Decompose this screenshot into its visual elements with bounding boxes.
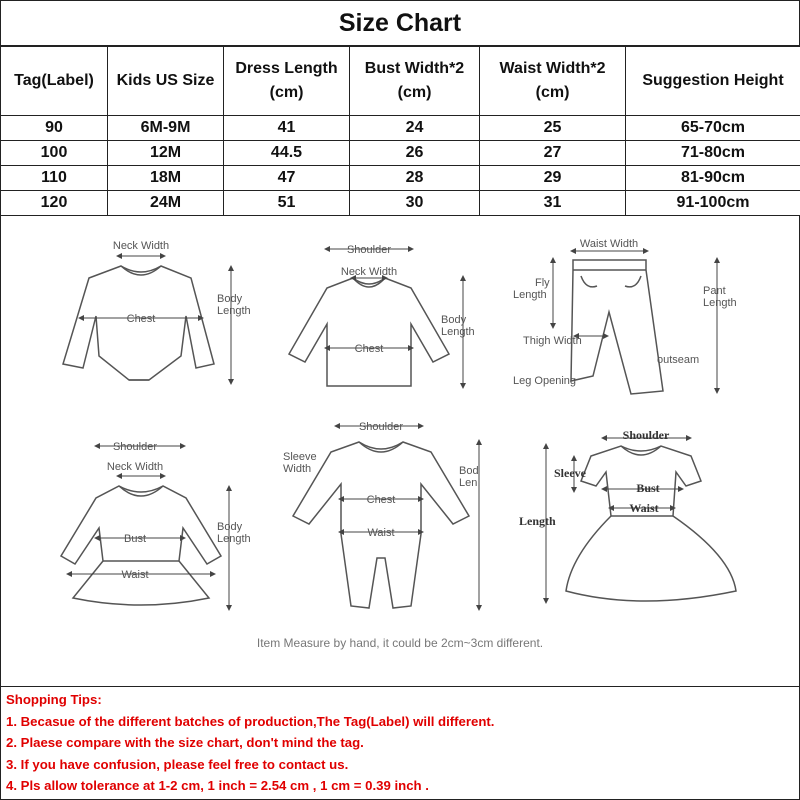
label-chest: Chest	[366, 494, 396, 506]
label-bust: Bust	[123, 533, 147, 545]
tip-item: 1. Becasue of the different batches of production,The Tag(Label) will different.	[6, 713, 495, 729]
label-length: Len	[459, 477, 478, 489]
size-table	[0, 46, 800, 216]
cell: 28	[350, 166, 480, 191]
cell: 24	[350, 116, 480, 141]
cell: 110	[1, 166, 108, 191]
header-waist-width: Waist Width*2 (cm)	[480, 47, 626, 116]
cell: 29	[480, 166, 626, 191]
cell: 100	[1, 141, 108, 166]
garment-diagrams	[1, 216, 799, 686]
cell: 6M-9M	[108, 116, 224, 141]
label-shoulder: Shoulder	[358, 421, 404, 433]
label-length: Length	[519, 514, 556, 528]
cell: 24M	[108, 191, 224, 216]
label-outseam: outseam	[657, 354, 700, 366]
label-chest: Chest	[126, 313, 156, 325]
cell: 12M	[108, 141, 224, 166]
cell: 44.5	[224, 141, 350, 166]
garment-illustrations	[0, 216, 800, 686]
measure-note: Item Measure by hand, it could be 2cm~3cm different.	[256, 636, 544, 650]
label-neck-width: Neck Width	[112, 240, 170, 252]
label-pant: Pant	[703, 285, 726, 297]
cell: 26	[350, 141, 480, 166]
label-shoulder: Shoulder	[112, 441, 158, 453]
label-pant-length: Length	[703, 297, 737, 309]
label-waist: Waist	[367, 527, 395, 539]
label-neck-width: Neck Width	[106, 461, 164, 473]
label-shoulder: Shoulder	[346, 244, 392, 256]
cell: 51	[224, 191, 350, 216]
cell: 91-100cm	[626, 191, 800, 216]
shopping-tips	[0, 686, 800, 800]
tips-heading: Shopping Tips:	[6, 692, 102, 707]
dress2-illustration	[566, 446, 736, 601]
cell: 41	[224, 116, 350, 141]
label-thigh-width: Thigh Width	[523, 335, 582, 347]
header-suggestion-height: Suggestion Height	[626, 47, 800, 116]
label-body: Bod	[459, 465, 479, 477]
header-tag: Tag(Label)	[1, 47, 108, 116]
dress1-illustration	[61, 486, 221, 605]
header-us-size: Kids US Size	[108, 47, 224, 116]
label-length: Length	[441, 326, 475, 338]
cell: 47	[224, 166, 350, 191]
header-bust-width: Bust Width*2 (cm)	[350, 47, 480, 116]
tip-item: 4. Pls allow tolerance at 1-2 cm, 1 inch = 2.54 cm , 1 cm = 0.39 inch .	[6, 778, 429, 793]
label-bust: Bust	[636, 481, 660, 495]
label-fly: Fly	[535, 277, 550, 289]
label-leg-opening: Leg Opening	[513, 375, 576, 387]
table-header-row	[1, 47, 800, 116]
cell: 90	[1, 116, 108, 141]
label-neck-width: Neck Width	[340, 266, 398, 278]
page-title: Size Chart	[0, 0, 800, 46]
label-length: Length	[217, 533, 251, 545]
cell: 31	[480, 191, 626, 216]
label-length: Length	[217, 305, 251, 317]
cell: 65-70cm	[626, 116, 800, 141]
label-chest: Chest	[354, 343, 384, 355]
label-waist-width: Waist Width	[579, 238, 639, 250]
label-body: Body	[217, 521, 243, 533]
cell: 25	[480, 116, 626, 141]
label-sleeve-width: Width	[283, 463, 312, 475]
table-row	[1, 166, 800, 191]
label-waist: Waist	[121, 569, 149, 581]
pants-illustration	[571, 260, 663, 394]
romper-illustration	[293, 442, 469, 608]
cell: 18M	[108, 166, 224, 191]
cell: 27	[480, 141, 626, 166]
label-fly-length: Length	[513, 289, 547, 301]
table-row	[1, 141, 800, 166]
cell: 71-80cm	[626, 141, 800, 166]
tip-item: 2. Plaese compare with the size chart, don't mind the tag.	[6, 735, 364, 750]
label-body: Body	[217, 293, 243, 305]
label-body: Body	[441, 314, 467, 326]
cell: 81-90cm	[626, 166, 800, 191]
cell: 30	[350, 191, 480, 216]
tip-item: 3. If you have confusion, please feel free to contact us.	[6, 756, 349, 772]
table-row	[1, 116, 800, 141]
label-waist: Waist	[629, 501, 659, 515]
header-dress-length: Dress Length (cm)	[224, 47, 350, 116]
table-row	[1, 191, 800, 216]
tshirt-illustration	[289, 278, 449, 386]
label-shoulder: Shoulder	[622, 428, 670, 442]
label-sleeve: Sleeve	[283, 451, 317, 463]
cell: 120	[1, 191, 108, 216]
label-sleeve: Sleeve	[554, 466, 586, 480]
